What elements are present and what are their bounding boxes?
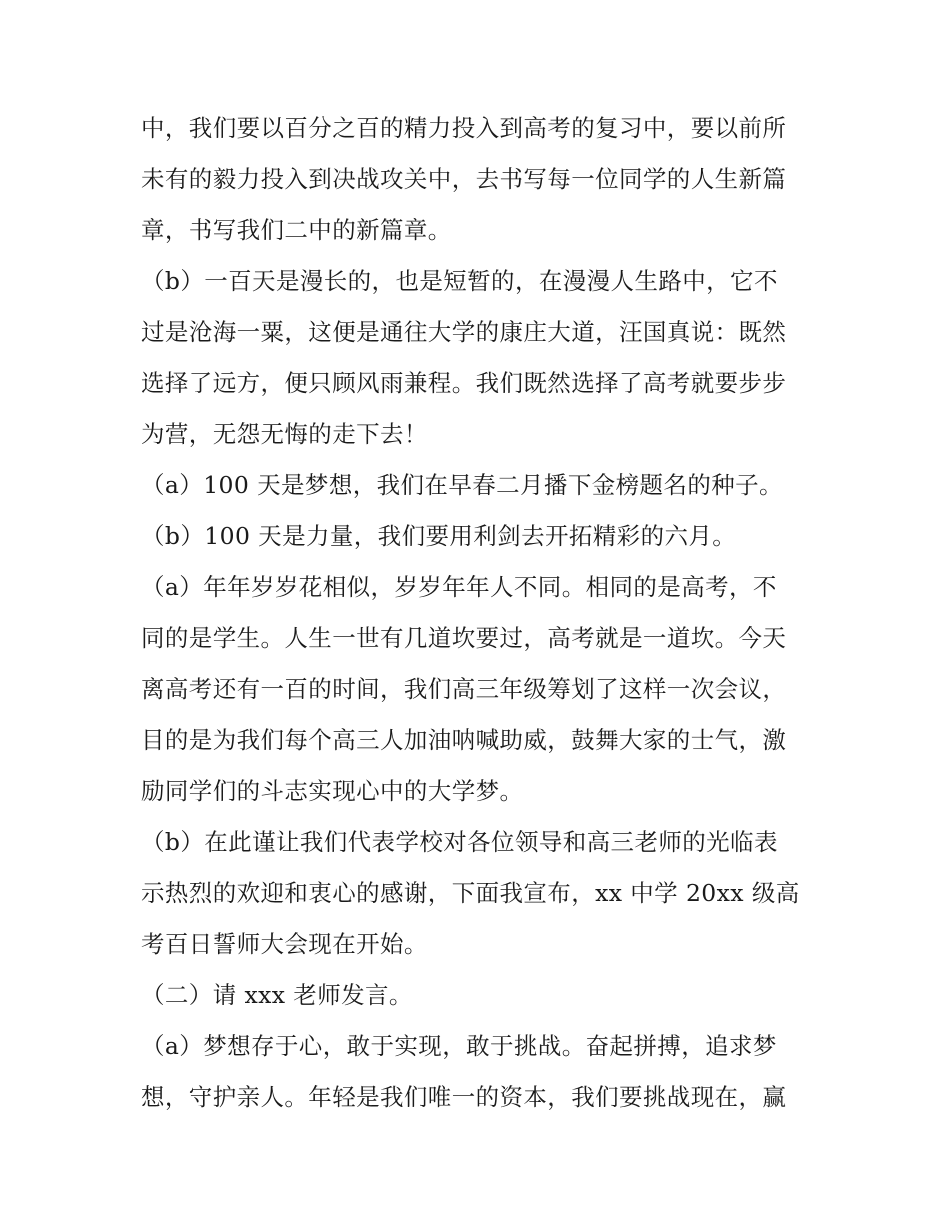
text-line: 为营，无怨无悔的走下去！ (141, 420, 428, 448)
text-line: 离高考还有一百的时间，我们高三年级筹划了这样一次会议， (141, 675, 787, 703)
text-line: （a）100 天是梦想，我们在早春二月播下金榜题名的种子。 (141, 471, 783, 499)
text-line: 励同学们的斗志实现心中的大学梦。 (141, 777, 524, 805)
text-line: 同的是学生。人生一世有几道坎要过，高考就是一道坎。今天 (141, 624, 787, 652)
text-line: （b）100 天是力量，我们要用利剑去开拓精彩的六月。 (141, 522, 737, 550)
text-line: 选择了远方，便只顾风雨兼程。我们既然选择了高考就要步步 (141, 369, 787, 397)
text-line: 目的是为我们每个高三人加油呐喊助威，鼓舞大家的士气，激 (141, 726, 787, 754)
text-line: 章，书写我们二中的新篇章。 (141, 216, 452, 244)
text-line: 中，我们要以百分之百的精力投入到高考的复习中，要以前所 (141, 114, 787, 142)
text-line: （二）请 xxx 老师发言。 (141, 981, 413, 1009)
text-line: 考百日誓师大会现在开始。 (141, 930, 428, 958)
text-line: （a）梦想存于心，敢于实现，敢于挑战。奋起拼搏，追求梦 (141, 1032, 777, 1060)
text-line: 想，守护亲人。年轻是我们唯一的资本，我们要挑战现在，赢 (141, 1083, 787, 1111)
text-line: 未有的毅力投入到决战攻关中，去书写每一位同学的人生新篇 (141, 165, 787, 193)
text-line: （b）在此谨让我们代表学校对各位领导和高三老师的光临表 (141, 828, 778, 856)
text-line: 示热烈的欢迎和衷心的感谢，下面我宣布，xx 中学 20xx 级高 (141, 879, 800, 907)
text-line: 过是沧海一粟，这便是通往大学的康庄大道，汪国真说：既然 (141, 318, 787, 346)
text-line: （a）年年岁岁花相似，岁岁年年人不同。相同的是高考，不 (141, 573, 777, 601)
text-line: （b）一百天是漫长的，也是短暂的，在漫漫人生路中，它不 (141, 267, 778, 295)
